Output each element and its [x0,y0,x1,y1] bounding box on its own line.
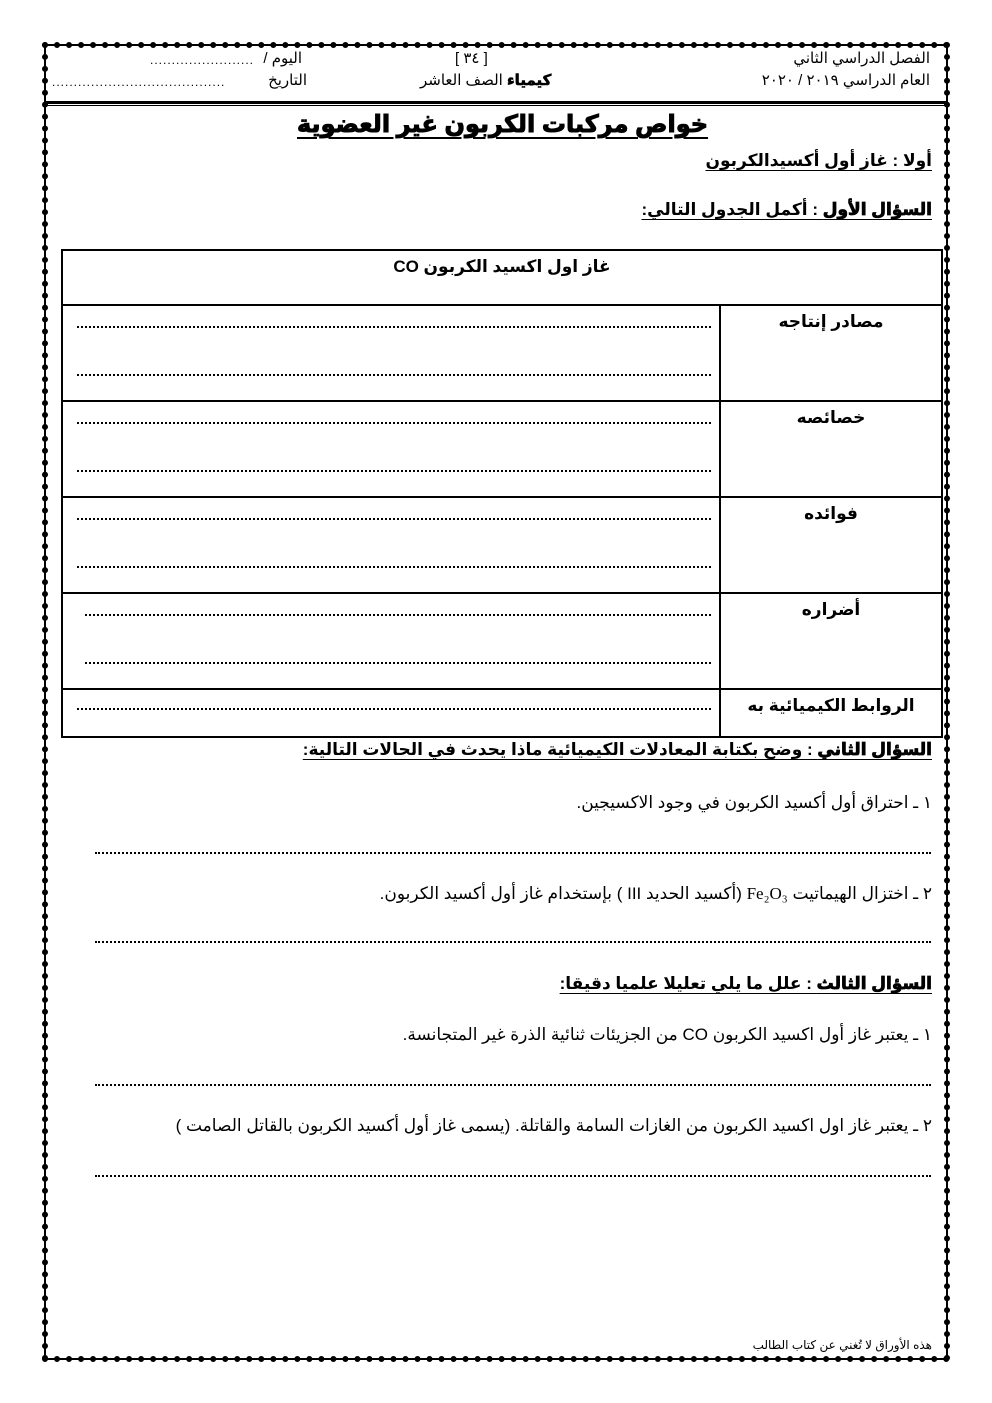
item-text: (أكسيد الحديد III ) بإستخدام غاز أول أكسيد الكربون. [379,884,747,903]
semester-label: الفصل الدراسي الثاني [793,50,930,67]
header-divider [46,101,946,104]
answer-line[interactable] [77,470,711,472]
page-number: [ ٣٤ ] [455,50,488,67]
row-label: الروابط الكيميائية به [720,689,942,737]
question2-text: : وضح بكتابة المعادلات الكيميائية ماذا يحدث في الحالات التالية: [302,740,818,759]
table-row [62,593,942,689]
section-heading: أولا : غاز أول أكسيدالكربون [705,151,932,170]
co-table [61,249,943,738]
grade: الصف العاشر [420,72,503,89]
answer-line[interactable] [77,374,711,376]
question3-item-1: ١ ـ يعتبر غاز أول اكسيد الكربون CO من الجزيئات ثنائية الذرة غير المتجانسة. [402,1025,932,1044]
table-row [62,401,942,497]
answer-line[interactable] [77,422,711,424]
table-row [62,305,942,401]
row-label: مصادر إنتاجه [720,305,942,401]
row-label: فوائده [720,497,942,593]
question2-item-2 [380,884,932,904]
page-title: خواص مركبات الكربون غير العضوية [297,111,709,138]
answer-line[interactable] [77,566,711,568]
question2-label: السؤال الثاني [817,740,932,759]
answer-line[interactable] [77,518,711,520]
row-label: خصائصه [720,401,942,497]
header-divider-thin [46,105,946,106]
answer-line[interactable] [95,1084,931,1086]
chemical-formula: Fe₂O₃ [746,884,788,903]
question3-heading [560,974,932,994]
question3-label: السؤال الثالث [816,974,932,993]
answer-field[interactable] [62,305,720,401]
answer-line[interactable] [77,326,711,328]
answer-field[interactable] [62,689,720,737]
question1-heading [642,200,933,220]
question2-heading [303,740,932,760]
question1-text: : أكمل الجدول التالي: [641,200,823,219]
subject-grade [420,71,551,89]
answer-field[interactable] [62,497,720,593]
day-label: اليوم / [263,50,302,67]
question3-item-2: ٢ ـ يعتبر غاز اول اكسيد الكربون من الغازات السامة والقاتلة. (يسمى غاز أول أكسيد الكربون بالقاتل الصامت ) [175,1116,932,1135]
academic-year: العام الدراسي ٢٠١٩ / ٢٠٢٠ [761,72,930,89]
answer-line[interactable] [95,1175,931,1177]
answer-field[interactable] [62,401,720,497]
answer-line[interactable] [77,708,711,710]
row-label: أضراره [720,593,942,689]
table-heading: غاز اول اكسيد الكربون CO [62,250,942,305]
answer-field[interactable] [62,593,720,689]
table-row [62,497,942,593]
answer-line[interactable] [95,941,931,943]
date-field[interactable]: ........................................ [52,75,226,89]
answer-line[interactable] [85,662,711,664]
answer-line[interactable] [85,614,711,616]
table-row [62,689,942,737]
question3-text: : علل ما يلي تعليلا علميا دقيقا: [559,974,817,993]
footer-note: هذه الأوراق لا تُغني عن كتاب الطالب [752,1338,932,1352]
answer-line[interactable] [95,852,931,854]
question1-label: السؤال الأول [822,200,932,219]
date-label: التاريخ [268,72,307,89]
item-text: ٢ ـ اختزال الهيماتيت [787,884,932,903]
subject: كيمياء [507,72,552,89]
day-field[interactable]: ........................ [150,53,255,67]
question2-item-1: ١ ـ احتراق أول أكسيد الكربون في وجود الاكسيجين. [576,793,932,812]
